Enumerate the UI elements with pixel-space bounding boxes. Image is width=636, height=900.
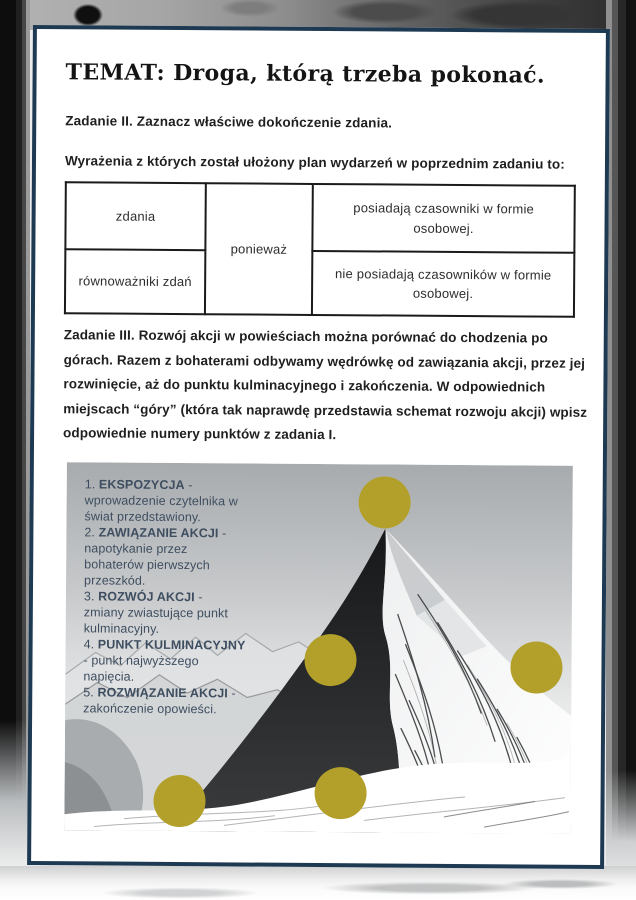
mountain-figure	[64, 462, 573, 834]
background-tree-trunk-left	[0, 0, 30, 900]
background-tree-trunk-right	[606, 0, 636, 900]
plot-stages-legend	[83, 476, 247, 717]
legend-item-2: 2. ZAWIĄZANIE AKCJI - napotykanie przez bohaterów pierwszych przeszkód.	[84, 525, 227, 588]
task2-heading: Zadanie II. Zaznacz właściwe dokończenie zdania.	[65, 113, 393, 131]
page-title: TEMAT: Droga, którą trzeba pokonać.	[65, 59, 546, 89]
background-snow-ground	[0, 866, 636, 900]
task3-paragraph: Zadanie III. Rozwój akcji w powieściach można porównać do chodzenia po górach. Razem z bohaterami odbywamy wędrówkę od zawiązania akcji, przez jej rozwinięcie, aż do punktu kulminacyjnego i zakończenia. W odpowiednich miejscach “góry” (która tak naprawdę przedstawia schemat rozwoju akcji) wpisz odpowiednie numery punktów z zadania I.	[63, 327, 588, 443]
choice-cell-completion-a[interactable]: posiadają czasowniki w formie osobowej.	[312, 184, 574, 253]
legend-item-1: 1. EKSPOZYCJA - wprowadzenie czytelnika w świat przedstawiony.	[84, 477, 238, 525]
answer-spot-4[interactable]	[153, 775, 205, 827]
choice-table	[64, 181, 576, 318]
answer-spot-3[interactable]	[510, 641, 562, 693]
task2-intro: Wyrażenia z których został ułożony plan wydarzeń w poprzednim zadaniu to:	[64, 153, 565, 172]
legend-item-5: 5. ROZWIĄZANIE AKCJI - zakończenie opowieści.	[83, 685, 236, 717]
choice-cell-completion-b[interactable]: nie posiadają czasowników w formie osobowej.	[312, 251, 574, 317]
connector-cell-poniewaz: ponieważ	[205, 183, 313, 315]
legend-item-3: 3. ROZWÓJ AKCJI - zmiany zwiastujące punkt kulminacyjny.	[83, 589, 229, 636]
worksheet-page	[27, 25, 610, 869]
answer-spot-1[interactable]	[358, 476, 410, 528]
answer-spot-2[interactable]	[304, 634, 356, 686]
choice-cell-zdania[interactable]: zdania	[65, 182, 205, 250]
answer-spot-5[interactable]	[314, 767, 366, 819]
choice-cell-rownowazniki[interactable]: równoważniki zdań	[65, 249, 205, 314]
legend-item-4: 4. PUNKT KULMINACYJNY - punkt najwyższego napięcia.	[83, 637, 246, 684]
